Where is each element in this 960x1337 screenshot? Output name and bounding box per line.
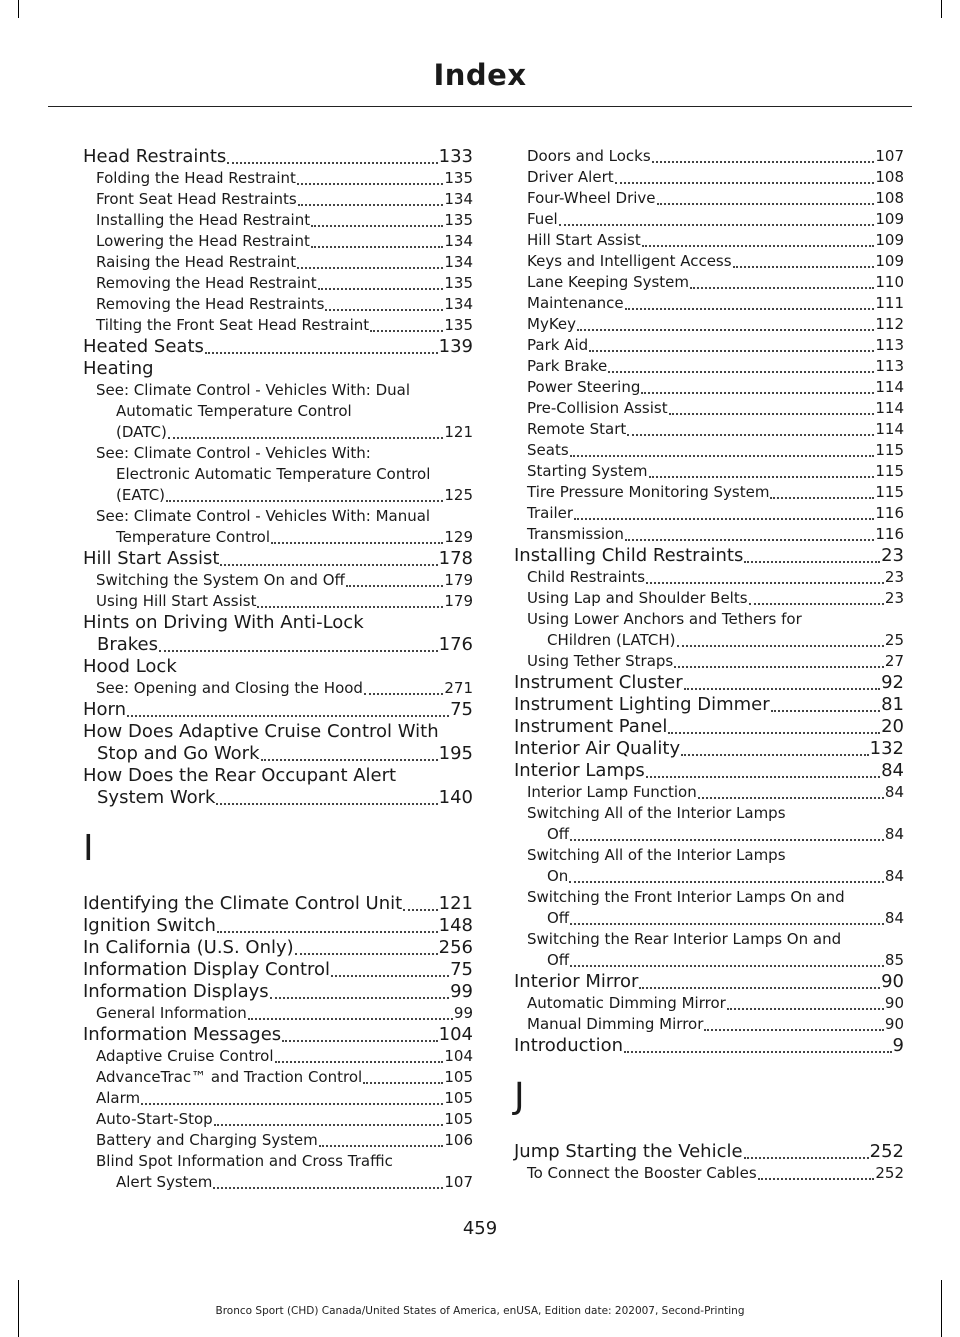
index-entry[interactable]: Information Messages 104 [83, 1024, 473, 1045]
index-subentry[interactable]: Hill Start Assist 109 [527, 231, 904, 249]
section-letter-j: J [514, 1076, 525, 1117]
index-subentry[interactable]: Tire Pressure Monitoring System 115 [527, 483, 904, 501]
index-subentry[interactable]: Switching the Rear Interior Lamps On and Off 85 [527, 930, 904, 969]
index-entry[interactable]: Hints on Driving With Anti-Lock Brakes 176 [83, 612, 473, 655]
index-subentry[interactable]: Removing the Head Restraint 135 [96, 274, 473, 292]
index-subentry[interactable]: Interior Lamp Function 84 [527, 783, 904, 801]
index-subentry[interactable]: Removing the Head Restraints 134 [96, 295, 473, 313]
index-subentry[interactable]: General Information 99 [96, 1004, 473, 1022]
index-subentry[interactable]: Park Brake 113 [527, 357, 904, 375]
index-see-reference[interactable]: See: Opening and Closing the Hood 271 [96, 679, 473, 697]
index-subentry[interactable]: Fuel 109 [527, 210, 904, 228]
index-entry: Hood Lock [83, 656, 177, 677]
index-subentry[interactable]: Manual Dimming Mirror 90 [527, 1015, 904, 1033]
index-entry[interactable]: Jump Starting the Vehicle 252 [514, 1141, 904, 1162]
index-subentry[interactable]: Automatic Dimming Mirror 90 [527, 994, 904, 1012]
index-subentry[interactable]: Using Lap and Shoulder Belts 23 [527, 589, 904, 607]
index-see-reference[interactable]: See: Climate Control - Vehicles With: Manual Temperature Control 129 [96, 507, 473, 546]
index-entry[interactable]: Heated Seats 139 [83, 336, 473, 357]
index-subentry[interactable]: AdvanceTrac™ and Traction Control 105 [96, 1068, 473, 1086]
index-subentry[interactable]: Adaptive Cruise Control 104 [96, 1047, 473, 1065]
index-entry: Heating [83, 358, 154, 379]
index-entry[interactable]: Hill Start Assist 178 [83, 548, 473, 569]
index-subentry[interactable]: Lane Keeping System 110 [527, 273, 904, 291]
index-subentry[interactable]: Remote Start 114 [527, 420, 904, 438]
page-title: Index [433, 58, 527, 92]
index-subentry[interactable]: Using Lower Anchors and Tethers for CHildren (LATCH) 25 [527, 610, 904, 649]
index-subentry[interactable]: Battery and Charging System 106 [96, 1131, 473, 1149]
index-subentry[interactable]: Switching All of the Interior Lamps Off 84 [527, 804, 904, 843]
index-subentry[interactable]: Auto-Start-Stop 105 [96, 1110, 473, 1128]
footer-edition: Bronco Sport (CHD) Canada/United States of America, enUSA, Edition date: 202007, Second-Printing [215, 1305, 745, 1317]
index-subentry[interactable]: Using Tether Straps 27 [527, 652, 904, 670]
index-entry[interactable]: Horn 75 [83, 699, 473, 720]
index-entry[interactable]: Interior Mirror 90 [514, 971, 904, 992]
crop-mark-top-right [941, 0, 942, 18]
index-subentry[interactable]: Driver Alert 108 [527, 168, 904, 186]
index-subentry[interactable]: Front Seat Head Restraints 134 [96, 190, 473, 208]
index-subentry[interactable]: Raising the Head Restraint 134 [96, 253, 473, 271]
index-subentry[interactable]: Doors and Locks 107 [527, 147, 904, 165]
index-subentry[interactable]: Installing the Head Restraint 135 [96, 211, 473, 229]
index-column-right [514, 146, 904, 1184]
index-see-reference[interactable]: See: Climate Control - Vehicles With: Electronic Automatic Temperature Control (EATC) 125 [96, 444, 473, 504]
index-entry[interactable]: How Does the Rear Occupant Alert System Work 140 [83, 765, 473, 808]
index-subentry[interactable]: Switching All of the Interior Lamps On 84 [527, 846, 904, 885]
index-entry[interactable]: Head Restraints 133 [83, 146, 473, 167]
index-subentry[interactable]: Lowering the Head Restraint 134 [96, 232, 473, 250]
page-number: 459 [462, 1218, 498, 1239]
crop-mark-top-left [18, 0, 19, 18]
index-subentry[interactable]: Park Aid 113 [527, 336, 904, 354]
index-subentry[interactable]: MyKey 112 [527, 315, 904, 333]
index-subentry[interactable]: Blind Spot Information and Cross Traffic Alert System 107 [96, 1152, 473, 1191]
index-subentry[interactable]: Switching the System On and Off 179 [96, 571, 473, 589]
index-subentry[interactable]: Using Hill Start Assist 179 [96, 592, 473, 610]
index-entry[interactable]: Installing Child Restraints 23 [514, 545, 904, 566]
section-letter-i: I [83, 828, 94, 869]
index-entry[interactable]: Instrument Panel 20 [514, 716, 904, 737]
index-entry[interactable]: Introduction 9 [514, 1035, 904, 1056]
index-subentry[interactable]: Maintenance 111 [527, 294, 904, 312]
index-subentry[interactable]: Tilting the Front Seat Head Restraint 135 [96, 316, 473, 334]
index-subentry[interactable]: Child Restraints 23 [527, 568, 904, 586]
index-subentry[interactable]: Power Steering 114 [527, 378, 904, 396]
index-entry[interactable]: Instrument Lighting Dimmer 81 [514, 694, 904, 715]
index-entry[interactable]: Interior Lamps 84 [514, 760, 904, 781]
header-rule [48, 106, 912, 107]
index-subentry[interactable]: Trailer 116 [527, 504, 904, 522]
index-entry[interactable]: Information Display Control 75 [83, 959, 473, 980]
index-subentry[interactable]: Keys and Intelligent Access 109 [527, 252, 904, 270]
index-subentry[interactable]: Transmission 116 [527, 525, 904, 543]
index-subentry[interactable]: Starting System 115 [527, 462, 904, 480]
index-entry[interactable]: Interior Air Quality 132 [514, 738, 904, 759]
index-entry[interactable]: How Does Adaptive Cruise Control With Stop and Go Work 195 [83, 721, 473, 764]
index-entry[interactable]: Ignition Switch 148 [83, 915, 473, 936]
index-entry[interactable]: Instrument Cluster 92 [514, 672, 904, 693]
index-entry[interactable]: Information Displays 99 [83, 981, 473, 1002]
index-subentry[interactable]: Switching the Front Interior Lamps On and Off 84 [527, 888, 904, 927]
index-subentry[interactable]: Alarm 105 [96, 1089, 473, 1107]
index-see-reference[interactable]: See: Climate Control - Vehicles With: Dual Automatic Temperature Control (DATC) 121 [96, 381, 473, 441]
index-subentry[interactable]: Seats 115 [527, 441, 904, 459]
index-column-left [83, 146, 473, 1193]
index-entry[interactable]: In California (U.S. Only) 256 [83, 937, 473, 958]
index-subentry[interactable]: To Connect the Booster Cables 252 [527, 1164, 904, 1182]
index-entry[interactable]: Identifying the Climate Control Unit 121 [83, 893, 473, 914]
index-subentry[interactable]: Pre-Collision Assist 114 [527, 399, 904, 417]
index-subentry[interactable]: Folding the Head Restraint 135 [96, 169, 473, 187]
index-subentry[interactable]: Four-Wheel Drive 108 [527, 189, 904, 207]
